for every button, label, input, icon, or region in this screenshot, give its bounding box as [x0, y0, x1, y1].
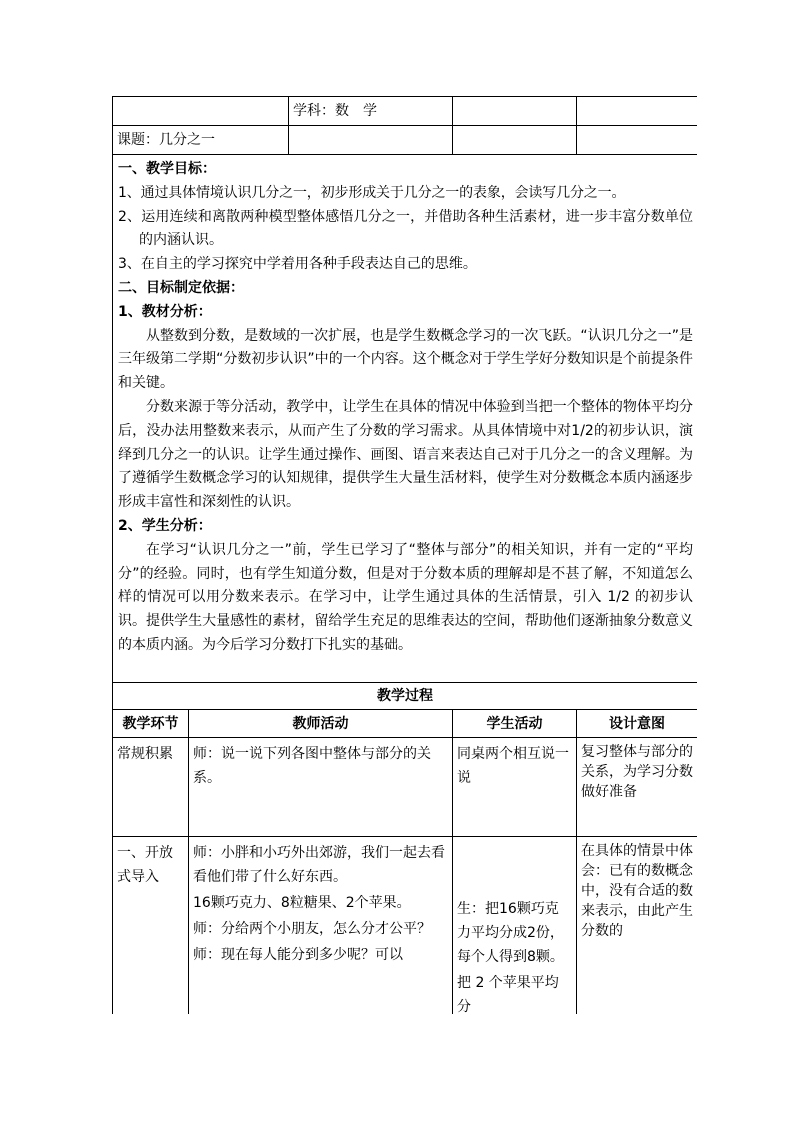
header-row-subject: [113, 97, 698, 126]
lesson-plan-table: [112, 96, 697, 1014]
subject-cell: 学科：数 学: [289, 97, 453, 126]
teacher-text-3: 师：分给两个小朋友，怎么分才公平？: [193, 921, 431, 937]
process-row-intro: [113, 837, 698, 1015]
process-title: 教学过程: [113, 683, 698, 710]
textbook-paragraph-1: 从整数到分数，是数域的一次扩展，也是学生数概念学习的一次飞跃。“认识几分之一”是三年级第二学期“分数初步认识”中的一个内容。这个概念对于学生学好分数知识是个前提条件和关键。: [118, 327, 693, 392]
stage-cell: [113, 837, 189, 1015]
stage-text: 常规积累: [117, 746, 173, 762]
student-cell: [453, 738, 577, 837]
student-text-1: 生：把16颗巧克力平均分成2份，每个人得到8颗。: [457, 901, 564, 965]
process-title-row: [113, 683, 698, 710]
blank-cell: [577, 97, 698, 126]
topic-cell: 课题：几分之一: [113, 126, 289, 155]
student-analysis-paragraph: 在学习“认识几分之一”前，学生已学习了“整体与部分”的相关知识，并有一定的“平均分”的经验。同时，也有学生知道分数，但是对于分数本质的理解却是不甚了解，不知道怎么样的情况可以用分数来表示。在学习中，让学生通过具体的生活情景，引入 1/2 的初步认识。提供学生大量感性的素材，留给学生充足的思维表达的空间，帮助他们逐渐抽象分数意义的本质内涵。为今后学习分数打下扎实的基础。: [118, 541, 693, 653]
objectives-row: [113, 155, 698, 683]
textbook-paragraph-2: 分数来源于等分活动，教学中，让学生在具体的情况中体验到当把一个整体的物体平均分后，没办法用整数来表示，从而产生了分数的学习需求。从具体情境中对1/2的初步认识，演绎到几分之一的认识。让学生通过操作、画图、语言来表达自己对于几分之一的含义理解。为了遵循学生数概念学习的认知规律，提供学生大量生活材料，使学生对分数概念本质内涵逐步形成丰富性和深刻性的认识。: [118, 398, 693, 511]
design-cell: [577, 837, 698, 1015]
teacher-text-1: 师：小胖和小巧外出郊游，我们一起去看看他们带了什么好东西。: [193, 845, 445, 885]
column-header-stage: 教学环节: [113, 710, 189, 738]
process-row-routine: [113, 738, 698, 837]
blank-cell: [113, 97, 289, 126]
goal-2: 2、运用连续和离散两种模型整体感悟几分之一，并借助各种生活素材，进一步丰富分数单位的内涵认识。: [118, 208, 693, 249]
column-header-teacher: 教师活动: [189, 710, 453, 738]
blank-cell: [289, 126, 453, 155]
design-text: 复习整体与部分的关系，为学习分数做好准备: [581, 744, 693, 800]
blank-cell: [453, 97, 577, 126]
teacher-cell: [189, 738, 453, 837]
design-text: 在具体的情景中体会：已有的数概念中，没有合适的数来表示，由此产生分数的: [581, 843, 693, 939]
goal-3: 3、在自主的学习探究中学着用各种手段表达自己的思维。: [118, 256, 477, 273]
design-cell: [577, 738, 698, 837]
process-column-headers: [113, 710, 698, 738]
student-text-2: 把 2 个苹果平均分: [457, 975, 559, 1014]
goal-1: 1、通过具体情境认识几分之一，初步形成关于几分之一的表象，会读写几分之一。: [118, 184, 626, 201]
heading-textbook-analysis: 1、教材分析：: [118, 303, 212, 320]
heading-basis: 二、目标制定依据：: [118, 279, 244, 296]
heading-student-analysis: 2、学生分析：: [118, 517, 212, 534]
teacher-text: 师：说一说下列各图中整体与部分的关系。: [193, 746, 431, 786]
column-header-student: 学生活动: [453, 710, 577, 738]
stage-cell: [113, 738, 189, 837]
teacher-text-2: 16颗巧克力、8粒糖果、2个苹果。: [193, 895, 411, 911]
student-cell: [453, 837, 577, 1015]
teacher-text-4: 师：现在每人能分到多少呢？可以: [193, 947, 403, 963]
heading-objectives: 一、教学目标：: [118, 161, 216, 177]
stage-text: 一、开放式导入: [117, 845, 173, 885]
blank-cell: [453, 126, 577, 155]
student-text: 同桌两个相互说一说: [457, 746, 569, 786]
header-row-topic: [113, 126, 698, 155]
teacher-cell: [189, 837, 453, 1015]
column-header-design: 设计意图: [577, 710, 698, 738]
objectives-cell: [113, 155, 698, 683]
blank-cell: [577, 126, 698, 155]
